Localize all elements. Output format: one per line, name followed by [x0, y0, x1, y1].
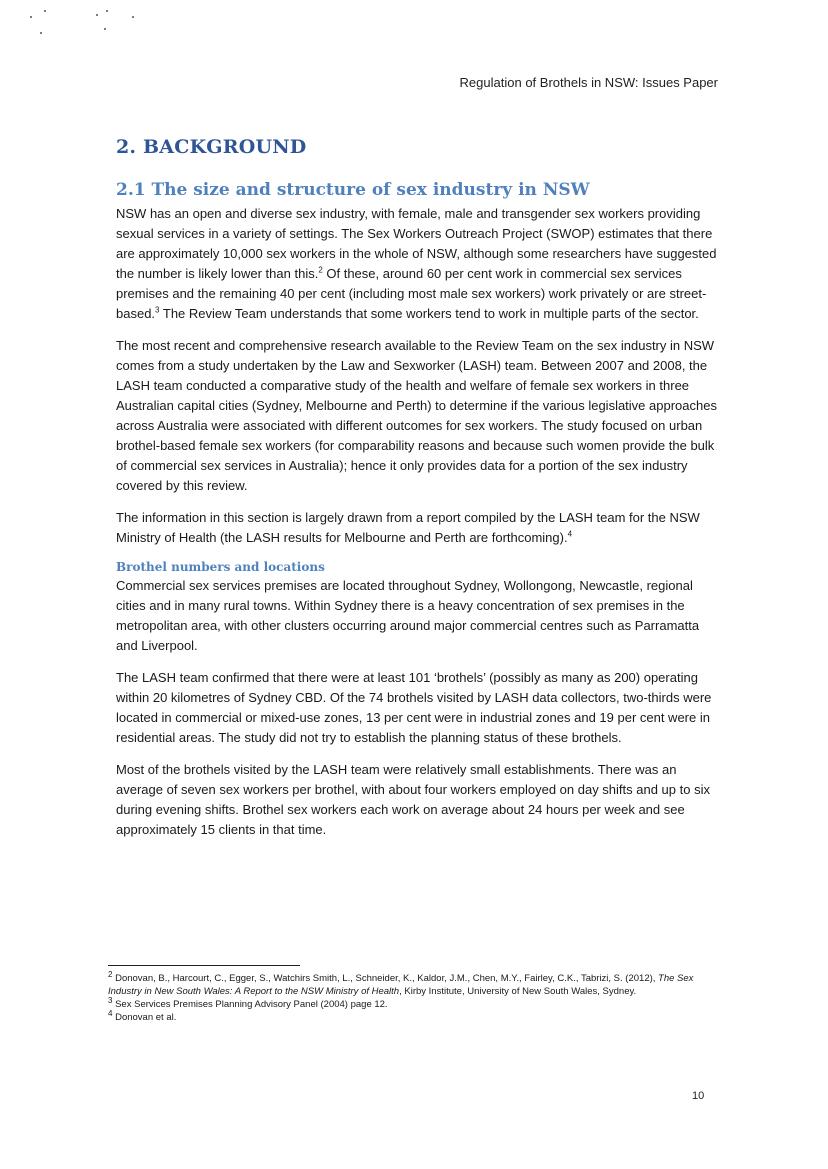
footnote-separator	[108, 965, 300, 966]
footnotes	[108, 965, 712, 1024]
footnote-text: Donovan et al.	[112, 1012, 177, 1023]
paragraph-text: Of these, around 60 per cent work in commercial sex services premises and the remaining 40 per cent (including most male sex workers) work privately or are street-based.	[116, 266, 707, 321]
footnote-text: Donovan, B., Harcourt, C., Egger, S., Watchirs Smith, L., Schneider, K., Kaldor, J.M., Chen, M.Y., Fairley, C.K., Tabrizi, S. (2012),	[112, 973, 659, 984]
footnote-2	[108, 969, 712, 998]
footnote-mark: 4	[108, 1008, 113, 1018]
scan-speck	[44, 10, 46, 12]
paragraph-industry-overview	[116, 204, 720, 324]
footnote-mark: 3	[108, 995, 113, 1005]
page-number: 10	[692, 1090, 705, 1102]
footnote-ref-4[interactable]: 4	[567, 529, 573, 539]
paragraph-text: The information in this section is largely drawn from a report compiled by the LASH team for the NSW Ministry of Health (the LASH results for Melbourne and Perth are forthcoming).	[116, 510, 700, 545]
footnote-4	[108, 1008, 712, 1024]
main-content	[116, 136, 720, 852]
scan-speck	[40, 32, 42, 34]
minor-heading-brothel-numbers: Brothel numbers and locations	[116, 560, 325, 574]
paragraph-text: The Review Team understands that some workers tend to work in multiple parts of the sector.	[159, 306, 699, 321]
paragraph-brothel-count: The LASH team confirmed that there were at least 101 ‘brothels’ (possibly as many as 200) operating within 20 kilometres of Sydney CBD. Of the 74 brothels visited by LASH data collectors, two-thirds were located in commercial or mixed-use zones, 13 per cent were in industrial zones and 19 per cent were in residential areas. The study did not try to establish the planning status of these brothels.	[116, 670, 712, 745]
paragraph-lash-study: The most recent and comprehensive research available to the Review Team on the sex industry in NSW comes from a study undertaken by the Law and Sexworker (LASH) team. Between 2007 and 2008, the LASH team conducted a comparative study of the health and welfare of female sex workers in three Australian capital cities (Sydney, Melbourne and Perth) to determine if the various legislative approaches across Australia were associated with different outcomes for sex workers. The study focused on urban brothel-based female sex workers (for comparability reasons and because such women provide the bulk of commercial sex services in Australia); hence it only provides data for a portion of the sex industry covered by this review.	[116, 338, 717, 493]
footnote-report-title: The Sex Industry in New South Wales: A Report to the NSW Ministry of Health	[108, 973, 694, 997]
paragraph-brothel-size: Most of the brothels visited by the LASH team were relatively small establishments. There was an average of seven sex workers per brothel, with about four workers employed on day shifts and up to six during evening shifts. Brothel sex workers each work on average about 24 hours per week and see approximately 15 clients in that time.	[116, 762, 710, 837]
footnote-3	[108, 995, 712, 1011]
subsection-heading: 2.1 The size and structure of sex industry in NSW	[116, 180, 590, 200]
footnote-mark: 2	[108, 969, 113, 979]
footnote-text: , Kirby Institute, University of New South Wales, Sydney.	[399, 986, 637, 997]
section-heading: 2. BACKGROUND	[116, 136, 307, 158]
paragraph-information-source	[116, 508, 720, 548]
scan-speck	[132, 16, 134, 18]
paragraph-text: NSW has an open and diverse sex industry, with female, male and transgender sex workers providing sexual services in a variety of settings. The Sex Workers Outreach Project (SWOP) estimates that there are approximately 10,000 sex workers in the whole of NSW, although some researchers have suggested the number is likely lower than this.	[116, 206, 717, 281]
scan-speck	[106, 10, 108, 12]
running-header: Regulation of Brothels in NSW: Issues Paper	[459, 75, 718, 90]
footnote-text: Sex Services Premises Planning Advisory Panel (2004) page 12.	[112, 999, 388, 1010]
paragraph-premises-locations: Commercial sex services premises are located throughout Sydney, Wollongong, Newcastle, regional cities and in many rural towns. Within Sydney there is a heavy concentration of sex premises in the metropolitan area, with other clusters occurring around major commercial centres such as Parramatta and Liverpool.	[116, 578, 700, 653]
footnote-ref-2[interactable]: 2	[318, 265, 323, 275]
footnote-ref-3[interactable]: 3	[155, 305, 160, 315]
scan-specks	[30, 8, 150, 42]
scan-speck	[96, 14, 98, 16]
scan-speck	[104, 28, 106, 30]
scan-speck	[30, 16, 32, 18]
